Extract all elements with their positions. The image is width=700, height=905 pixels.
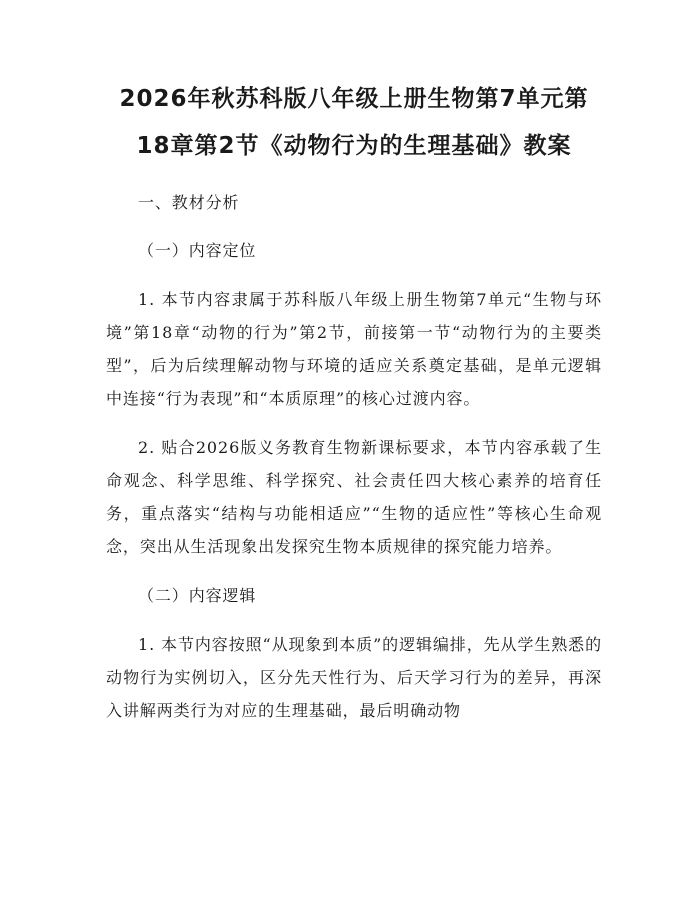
- document-title: [106, 0, 602, 170]
- subsection-heading-content-logic: （二）内容逻辑: [138, 586, 257, 605]
- subsection-heading-content-positioning: （一）内容定位: [138, 241, 257, 260]
- paragraph-2: 2. 贴合2026版义务教育生物新课标要求，本节内容承载了生命观念、科学思维、科学探究、社会责任四大核心素养的培育任务，重点落实“结构与功能相适应”“生物的适应性”等核心生命观念，突出从生活现象出发探究生物本质规律的探究能力培养。: [106, 438, 602, 556]
- paragraph-1: 1. 本节内容隶属于苏科版八年级上册生物第7单元“生物与环境”第18章“动物的行为”第2节，前接第一节“动物行为的主要类型”，后为后续理解动物与环境的适应关系奠定基础，是单元逻辑中连接“行为表现”和“本质原理”的核心过渡内容。: [106, 290, 602, 408]
- section-heading-textbook-analysis: 一、教材分析: [138, 193, 240, 212]
- document-body: [106, 186, 602, 727]
- title-line-1: 2026年秋苏科版八年级上册生物第7单元第: [119, 86, 589, 112]
- paragraph-3: 1. 本节内容按照“从现象到本质”的逻辑编排，先从学生熟悉的动物行为实例切入，区分先天性行为、后天学习行为的差异，再深入讲解两类行为对应的生理基础，最后明确动物: [106, 635, 602, 720]
- title-line-2: 18章第2节《动物行为的生理基础》教案: [136, 133, 572, 159]
